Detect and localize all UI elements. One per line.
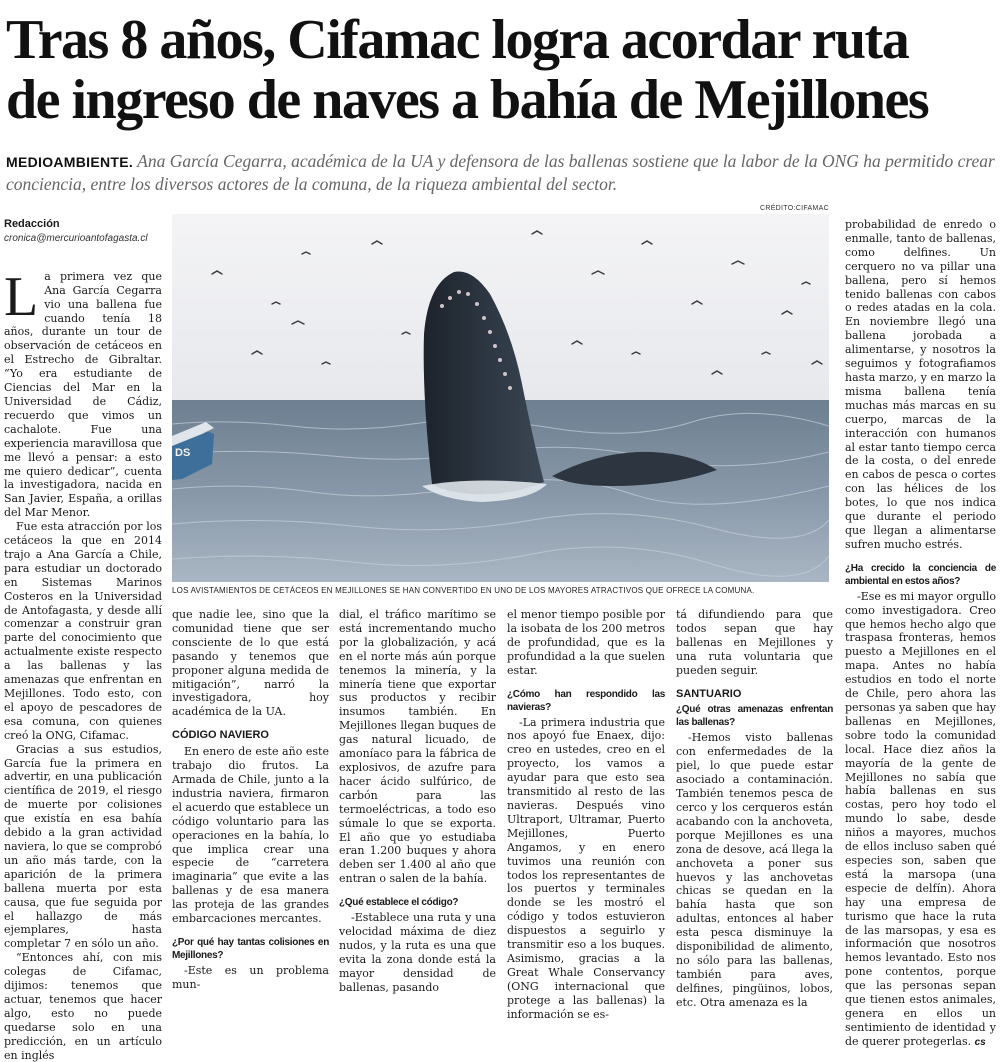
col5-paragraph-1: tá difundiendo para que todos sepan que hay ballenas en Mejillones y una ruta voluntaria que pueden seguir.	[676, 608, 833, 677]
end-mark-icon: cs	[974, 1036, 986, 1048]
photo-caption: LOS AVISTAMIENTOS DE CETÁCEOS EN MEJILLONES SE HAN CONVERTIDO EN UNO DE LOS MAYORES ATRACTIVOS QUE OFRECE LA COMUNA.	[172, 586, 755, 595]
byline-email[interactable]: cronica@mercurioantofagasta.cl	[4, 232, 148, 244]
subhead-santuario: SANTUARIO	[676, 687, 742, 700]
question-amenazas: ¿Qué otras amenazas enfrentan las ballenas?	[676, 704, 833, 729]
section-kicker: MEDIOAMBIENTE.	[6, 154, 134, 170]
article-column-1	[4, 218, 162, 1062]
col4-paragraph-2: -La primera industria que nos apoyó fue Enaex, dijo: creo en ustedes, creo en el proyecto, los vamos a ayudar para que esto sea transmitido al resto de las navieras. Después vino Ultraport, Ultramar, Puerto Mejillones, Puerto Angamos, y en enero tuvimos una reunión con todos los representantes de los puertos y terminales donde se les mostró el código y todos estuvieron dispuestos a seguirlo y transmitir eso a los buques. Asimismo, gracias a la Great Whale Conservancy (ONG internacional que protege a las ballenas) la información se es-	[507, 715, 665, 1021]
article-column-2	[172, 608, 329, 992]
headline-line-1: Tras 8 años, Cifamac logra acordar ruta	[6, 9, 909, 71]
col5-paragraph-2: -Hemos visto ballenas con enfermedades de la piel, lo que puede estar asociado a contaminación. También tenemos pesca de cerco y los cerqueros están acabando con la anchoveta, porque Mejillones es una zona de desove, acá llega la anchoveta a poner sus huevos y las anchovetas chicas se quedan en la bahía hasta que son adultas, entonces al haber esta pesca disminuye la disponibilidad de alimento, no sólo para las ballenas, también para aves, delfines, pingüinos, lobos, etc. Otra amenaza es la	[676, 731, 833, 1009]
col6-paragraph-2-text: -Ese es mi mayor orgullo como investigadora. Creo que hemos hecho algo que traspasa fronteras, hemos puesto a Mejillones en el mapa. Antes no había estudios en todo el norte de Chile, pero ahora las personas ya saben que hay ballenas en Mejillones, sobre todo la comunidad local. Hace diez años la mayoría de la gente de Mejillones no sabía que había ballenas en sus costas, pero hoy todo el mundo lo sabe, desde niños a mayores, muchos de ellos incluso saben qué especies son, saben que está la marsopa (una especie de delfín). Ahora hay una empresa de turismo que hace la ruta de las marsopas, y esa es información que nosotros hemos levantado. Esto nos pone contentos, porque que las personas sepan que tienen estos animales, genera en ellos un sentimiento de identidad y de querer protegerlas.	[845, 589, 996, 1048]
col2-paragraph-3: -Este es un problema mun-	[172, 963, 329, 991]
article-column-5	[676, 608, 833, 1010]
col6-paragraph-1: probabilidad de enredo o enmalle, tanto de ballenas, como delfines. Un cerquero no va pillar una ballena, pero sí hemos tenido ballenas con cabos o redes atadas en la cola. En noviembre llegó una ballena jorobada a alimentarse, y nosotros la seguimos y fotografiamos hasta marzo, y en marzo la misma ballena tenía muchas más marcas en su cuerpo, marcas de la interacción con humanos al estar tanto tiempo cerca de la costa, o del enrede en cabos de pesca o cortes con las hélices de los botes, lo que nos indica que durante el periodo que llegan a alimentarse sufren mucho estrés.	[845, 218, 996, 551]
question-colisiones: ¿Por qué hay tantas colisiones en Mejillones?	[172, 936, 329, 961]
byline-author: Redacción	[4, 218, 60, 230]
col3-paragraph-2: -Establece una ruta y una velocidad máxima de diez nudos, y la ruta es una que evita la zona donde está la mayor densidad de ballenas, pasando	[339, 911, 496, 994]
col1-paragraph-3: Gracias a sus estudios, García fue la primera en advertir, en una publicación científica de 2019, el riesgo de muerte por colisiones que existía en esa bahía debido a la gran actividad naviera, lo que se comprobó un año más tarde, con la aparición de la primera ballena muerta por esta causa, que fue seguida por el hallazgo de más ejemplares, hasta completar 7 en sólo un año.	[4, 742, 162, 951]
question-navieras: ¿Cómo han respondido las navieras?	[507, 688, 665, 713]
subhead-codigo-naviero: CÓDIGO NAVIERO	[172, 729, 269, 742]
boat-hull-lettering: DS	[175, 447, 191, 459]
drop-cap: L	[4, 265, 39, 328]
humpback-whale-breach-image	[172, 214, 829, 582]
col1-paragraph-1: a primera vez que Ana García Cegarra vio una ballena fue cuando tenía 18 años, durante un tour de observación de cetáceos en el Estrecho de Gibraltar. “Yo era estudiante de Ciencias del Mar en la Universidad de Cádiz, recuerdo que vimos un cachalote. Fue una experiencia maravillosa que me llevó a pensar: a esto me quiero dedicar”, cuenta la investigadora, nacida en San Javier, España, a orillas del Mar Menor.	[4, 269, 162, 520]
article-column-4	[507, 608, 665, 1021]
photo-credit: CRÉDITO:CIFAMAC	[760, 205, 829, 212]
article-column-3	[339, 608, 496, 995]
lead-text: Ana García Cegarra, académica de la UA y defensora de las ballenas sostiene que la labor de la ONG ha permitido crear conciencia, entre los diversos actores de la comuna, de la riqueza ambiental del sector.	[6, 151, 995, 194]
article-column-6	[845, 218, 996, 1050]
col1-paragraph-2: Fue esta atracción por los cetáceos la que en 2014 trajo a Ana García a Chile, para estudiar un doctorado en Sistemas Marinos Costeros en la Universidad de Antofagasta, y desde allí comenzar a construir gran parte del conocimiento que actualmente existe respecto a las ballenas y las amenazas que enfrentan en Mejillones. Todo esto, con el apoyo de pescadores de esa comuna, con quienes creó la ONG, Cifamac.	[4, 520, 162, 742]
col2-paragraph-1: que nadie lee, sino que la comunidad tiene que ser consciente de lo que está pasando y tenemos que proponer alguna medida de mitigación”, narró la investigadora, hoy académica de la UA.	[172, 608, 329, 719]
headline-line-2: de ingreso de naves a bahía de Mejillones	[6, 69, 929, 131]
col4-paragraph-1: el menor tiempo posible por la isobata de los 200 metros de profundidad, que es la profundidad a la que suelen estar.	[507, 608, 665, 677]
col1-paragraph-4: “Entonces ahí, con mis colegas de Cifamac, dijimos: tenemos que actuar, tenemos que hacer algo, esto no puede quedarse solo en una predicción, en un artículo en inglés	[4, 951, 162, 1062]
col2-paragraph-2: En enero de este año este trabajo dio frutos. La Armada de Chile, junto a la industria naviera, firmaron el acuerdo que establece un código voluntario para las operaciones en la bahía, lo que implica crear una especie de “carretera imaginaria” que evite a las ballenas y de esa manera las proteja de las grandes embarcaciones mercantes.	[172, 745, 329, 926]
lead-paragraph	[6, 150, 996, 195]
headline	[6, 10, 996, 130]
question-conciencia-ambiental: ¿Ha crecido la conciencia de ambiental en estos años?	[845, 562, 996, 587]
col6-paragraph-2	[845, 590, 996, 1050]
whale-photo	[172, 214, 829, 582]
question-codigo: ¿Qué establece el código?	[339, 897, 459, 909]
col3-paragraph-1: dial, el tráfico marítimo se está incrementando mucho por la globalización, y acá en el norte más aún porque tenemos la minería, y la minería tiene que exportar sus productos y recibir insumos también. En Mejillones llegan buques de gas natural licuado, de amoníaco para la fábrica de explosivos, de azufre para hacer ácido sulfúrico, de carbón para las termoeléctricas, a todo eso súmale lo que se exporta. El año que yo estudiaba eran 1.200 buques y ahora deben ser 1.400 al año que entran o salen de la bahía.	[339, 608, 496, 886]
